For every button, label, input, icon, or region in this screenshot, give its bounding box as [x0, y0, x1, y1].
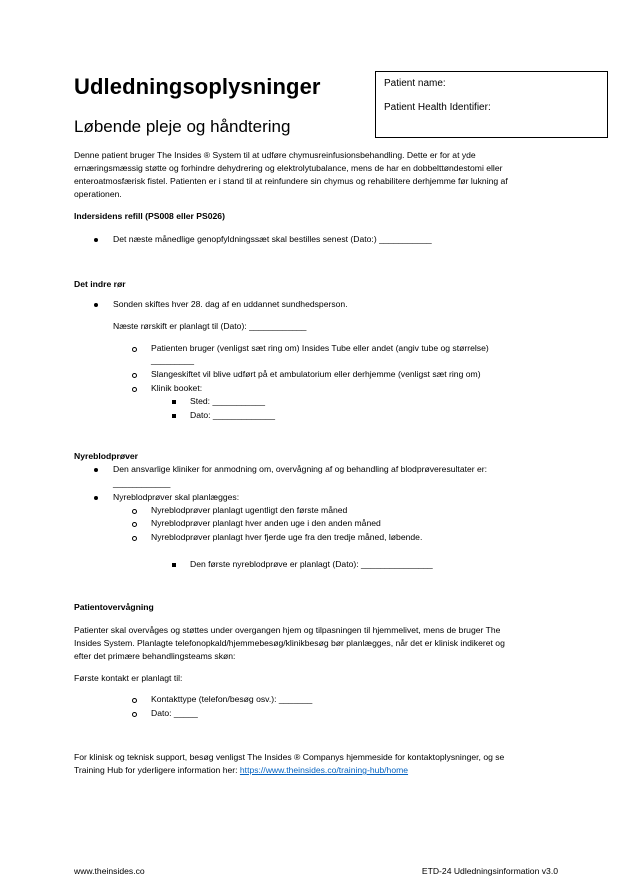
- first-contact: Første kontakt er planlagt til:: [74, 673, 183, 683]
- circle-bullet-icon: [132, 522, 137, 527]
- clinic-date: Dato: _____________: [190, 410, 276, 420]
- kidney-sub-item: Nyreblodprøver planlagt hver fjerde uge fra den tredje måned, løbende.: [151, 532, 423, 542]
- bullet-icon: [94, 303, 98, 307]
- intro-line: Denne patient bruger The Insides ® System til at udføre chymusreinfusionsbehandling. Dette er for at yde: [74, 150, 476, 160]
- footer-doc-id: ETD-24 Udledningsinformation v3.0: [421, 866, 558, 876]
- patient-name-label: Patient name:: [384, 78, 446, 89]
- intro-line: operationen.: [74, 189, 122, 199]
- circle-bullet-icon: [132, 698, 137, 703]
- support-line: For klinisk og teknisk support, besøg venligst The Insides ® Companys hjemmeside for kontaktoplysninger, og se: [74, 752, 505, 762]
- intro-line: ernæringsmæssig støtte og forhindre dehydrering og elektrolytubalance, mens de har en dobbelttøndestomi eller: [74, 163, 503, 173]
- circle-bullet-icon: [132, 373, 137, 378]
- patient-info-box: [375, 71, 608, 138]
- contact-type: Kontakttype (telefon/besøg osv.): _______: [151, 694, 313, 704]
- support-line: [74, 764, 408, 777]
- bullet-icon: [94, 468, 98, 472]
- patient-id-label: Patient Health Identifier:: [384, 102, 491, 113]
- circle-bullet-icon: [132, 536, 137, 541]
- circle-bullet-icon: [132, 712, 137, 717]
- tube-heading: Det indre rør: [74, 279, 126, 289]
- intro-line: enteroatmosfærisk fistel. Patienten er i stand til at reinfundere sin chymus og rehabilitere derhjemme før lukning af: [74, 176, 508, 186]
- monitoring-line: Patienter skal overvåges og støttes under overgangen hjem og tilpasningen til hjemmelivet, mens de bruger The: [74, 625, 501, 635]
- circle-bullet-icon: [132, 347, 137, 352]
- page-subtitle: Løbende pleje og håndtering: [74, 117, 291, 136]
- monitoring-line: efter det primære behandlingsteams skøn:: [74, 651, 236, 661]
- square-bullet-icon: [172, 414, 176, 418]
- footer-website: www.theinsides.co: [74, 866, 145, 876]
- tube-sub-item: Klinik booket:: [151, 383, 203, 393]
- kidney-sub-item: Nyreblodprøver planlagt hver anden uge i den anden måned: [151, 518, 381, 528]
- kidney-sub-item: Nyreblodprøver planlagt ugentligt den første måned: [151, 505, 348, 515]
- refill-bullet: Det næste månedlige genopfyldningssæt skal bestilles senest (Dato:) ___________: [113, 234, 432, 244]
- kidney-blank: ____________: [113, 478, 171, 488]
- tube-bullet: Sonden skiftes hver 28. dag af en uddannet sundhedsperson.: [113, 299, 348, 309]
- square-bullet-icon: [172, 400, 176, 404]
- circle-bullet-icon: [132, 509, 137, 514]
- kidney-heading: Nyreblodprøver: [74, 451, 138, 461]
- tube-sub-item: Slangeskiftet vil blive udført på et ambulatorium eller derhjemme (venligst sæt ring om): [151, 369, 481, 379]
- clinic-location: Sted: ___________: [190, 396, 266, 406]
- refill-heading: Indersidens refill (PS008 eller PS026): [74, 211, 225, 221]
- contact-date: Dato: _____: [151, 708, 198, 718]
- circle-bullet-icon: [132, 387, 137, 392]
- kidney-bullet: Nyreblodprøver skal planlægges:: [113, 492, 240, 502]
- training-hub-link[interactable]: https://www.theinsides.co/training-hub/home: [239, 765, 409, 775]
- support-prefix: Training Hub for yderligere information her:: [74, 765, 240, 775]
- monitoring-line: Insides System. Planlagte telefonopkald/hjemmebesøg/klinikbesøg bør planlægges, når det er klinisk indikeret og: [74, 638, 505, 648]
- page-title: Udledningsoplysninger: [74, 74, 321, 99]
- monitoring-heading: Patientovervågning: [74, 602, 154, 612]
- bullet-icon: [94, 238, 98, 242]
- first-kidney-test: Den første nyreblodprøve er planlagt (Dato): _______________: [190, 559, 433, 569]
- next-tube-change: Næste rørskift er planlagt til (Dato): ____________: [113, 321, 307, 331]
- tube-sub-blank: _________: [151, 355, 195, 365]
- bullet-icon: [94, 496, 98, 500]
- square-bullet-icon: [172, 563, 176, 567]
- kidney-bullet: Den ansvarlige kliniker for anmodning om, overvågning af og behandling af blodprøveresultater er:: [113, 464, 488, 474]
- tube-sub-item: Patienten bruger (venligst sæt ring om) Insides Tube eller andet (angiv tube og størrelse): [151, 343, 489, 353]
